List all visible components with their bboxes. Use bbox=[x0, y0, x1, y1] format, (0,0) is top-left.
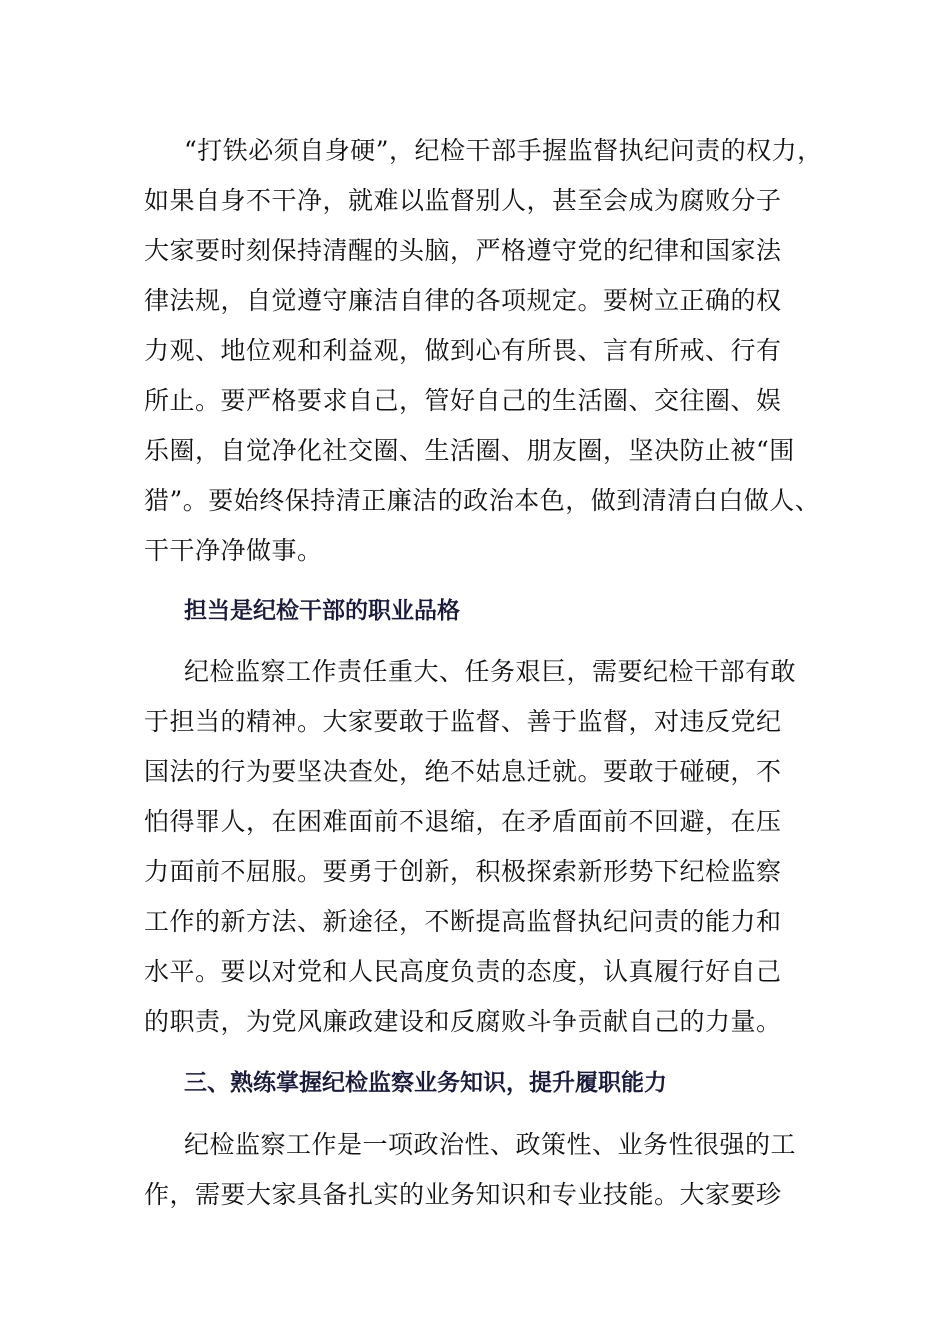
paragraph-line: 干干净净做事。 bbox=[144, 536, 323, 565]
paragraph-line: 力面前不屈服。要勇于创新，积极探索新形势下纪检监察 bbox=[144, 857, 782, 886]
paragraph-line: 怕得罪人，在困难面前不退缩，在矛盾面前不回避，在压 bbox=[144, 807, 782, 836]
paragraph-line: 律法规，自觉遵守廉洁自律的各项规定。要树立正确的权 bbox=[144, 286, 782, 315]
paragraph-line: 乐圈，自觉净化社交圈、生活圈、朋友圈，坚决防止被“围 bbox=[144, 436, 795, 465]
paragraph-line: 如果自身不干净，就难以监督别人，甚至会成为腐败分子 bbox=[144, 186, 782, 215]
paragraph-line: 国法的行为要坚决查处，绝不姑息迁就。要敢于碰硬，不 bbox=[144, 757, 782, 786]
paragraph-line: 工作的新方法、新途径，不断提高监督执纪问责的能力和 bbox=[144, 907, 782, 936]
paragraph-line: “打铁必须自身硬”，纪检干部手握监督执纪问责的权力， bbox=[184, 136, 823, 165]
section-heading: 三、熟练掌握纪检监察业务知识，提升履职能力 bbox=[184, 1070, 667, 1096]
paragraph-line: 于担当的精神。大家要敢于监督、善于监督，对违反党纪 bbox=[144, 707, 782, 736]
paragraph-line: 纪检监察工作责任重大、任务艰巨，需要纪检干部有敢 bbox=[184, 657, 797, 686]
paragraph-line: 作，需要大家具备扎实的业务知识和专业技能。大家要珍 bbox=[144, 1180, 782, 1209]
paragraph-line: 水平。要以对党和人民高度负责的态度，认真履行好自己 bbox=[144, 957, 782, 986]
paragraph-line: 大家要时刻保持清醒的头脑，严格遵守党的纪律和国家法 bbox=[144, 236, 782, 265]
section-heading: 担当是纪检干部的职业品格 bbox=[184, 598, 460, 624]
paragraph-line: 力观、地位观和利益观，做到心有所畏、言有所戒、行有 bbox=[144, 336, 782, 365]
paragraph-line: 猎”。要始终保持清正廉洁的政治本色，做到清清白白做人、 bbox=[144, 486, 821, 515]
paragraph-line: 纪检监察工作是一项政治性、政策性、业务性很强的工 bbox=[184, 1130, 797, 1159]
paragraph-line: 所止。要严格要求自己，管好自己的生活圈、交往圈、娱 bbox=[144, 386, 782, 415]
paragraph-line: 的职责，为党风廉政建设和反腐败斗争贡献自己的力量。 bbox=[144, 1007, 782, 1036]
